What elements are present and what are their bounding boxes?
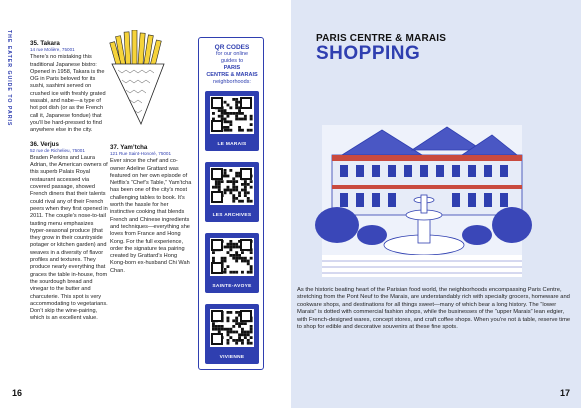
- qr-heading: [199, 44, 265, 86]
- qr-line-3: PARIS: [223, 65, 241, 71]
- place-des-vosges-illustration: [312, 95, 532, 280]
- entry-title: 37. Yam’tcha: [110, 144, 148, 151]
- qr-title: QR CODES: [214, 44, 250, 51]
- entry-address: 52 rue de Richelieu, 75001: [30, 147, 85, 153]
- intro-paragraph: As the historic beating heart of the Parisian food world, the neighborhoods encompassing Paris Centre, stretching from the Pont Neuf to the Marais, are understandably rich with specialty grocers, homeware and cookware shops, and destinations for all things sweet—many of which bear a long history. The “lower Marais” is dotted with commercial fashion shops, while the businesses of the “upper Marais” lean edgier, with French-designed wares, concept stores, and craft coffee shops. When you’re not à table, reserve time to shop for edible and decorative souvenirs at these fine spots.: [297, 287, 571, 331]
- entry-address: 121 Rue Saint-Honoré, 75001: [110, 151, 172, 157]
- section-kicker: PARIS CENTRE & MARAIS: [316, 33, 447, 44]
- qr-code-icon: [210, 309, 254, 347]
- qr-label: LE MARAIS: [217, 142, 247, 147]
- section-title: SHOPPING: [316, 43, 421, 64]
- page-number-right: 17: [560, 388, 571, 398]
- fries-illustration: [108, 30, 168, 125]
- qr-line-4: CENTRE & MARAIS: [206, 72, 258, 78]
- entry-verjus: [30, 141, 108, 323]
- entry-body: Ever since the chef and co-owner Adeline Grattard was featured on her own episode of Netflix’s “Chef’s Table,” Yam’tcha has been one of the city’s most challenging tables to book. It’s worth the hassle for her instinctive cooking that blends French and Chinese ingredients and techniques—everything she loves from France and Hong Kong. For the full experience, order the signature tea pairing created by Grattard’s Hong Kong-born ex-husband Chi Wah Chan.: [110, 158, 192, 274]
- qr-item-vivienne[interactable]: [205, 304, 259, 364]
- running-head: THE EATER GUIDE TO PARIS: [6, 30, 12, 127]
- qr-code-icon: [210, 96, 254, 134]
- qr-code-icon: [210, 238, 254, 276]
- entry-body: Braden Perkins and Laura Adrian, the American owners of this superb Palais Royal restaurant accessed via covered passage, showed French diners that their talents could rival any of their French peers when they first opened in 2011. The couple’s nose-to-tail tasting menu emphasizes hyper-seasonal produce (that they grow in their countryside potager or kitchen garden) and weaves in a diversity of flavor profiles and textures. They produce nearly everything that graces the table in-house, from the sourdough bread and vinegar to the butter and charcuterie. This spot is very accommodating to vegetarians. Don’t skip the wine-pairing, which is an excellent value.: [30, 154, 108, 322]
- qr-item-sainte-avoye[interactable]: [205, 233, 259, 293]
- qr-line-2: guides to: [220, 58, 244, 64]
- qr-line-1: for our online: [215, 51, 249, 57]
- entry-body: There’s no mistaking this traditional Japanese bistro: Opened in 1958, Takara is the OG in Paris beloved for its sushi, sashimi served on crushed ice with freshly grated wasabi, and nabe—a type of hot pot dish (or as the French call it, Japanese fondue) that you’ll be hard-pressed to find anywhere else in the city.: [30, 54, 106, 134]
- qr-codes-box: [198, 37, 264, 370]
- qr-code-icon: [210, 167, 254, 205]
- entry-address: 14 rue Molière, 75001: [30, 47, 75, 53]
- entry-takara: [30, 40, 108, 135]
- entry-yamtcha: [110, 144, 192, 275]
- page-number-left: 16: [12, 388, 23, 398]
- qr-item-le-marais[interactable]: [205, 91, 259, 151]
- qr-line-5: neighborhoods:: [213, 79, 251, 85]
- entry-title: 36. Verjus: [30, 140, 59, 148]
- entry-title: 35. Takara: [30, 40, 60, 47]
- qr-label: LES ARCHIVES: [212, 213, 252, 218]
- entries-column-1: [30, 40, 108, 329]
- qr-item-les-archives[interactable]: [205, 162, 259, 222]
- qr-label: SAINTE-AVOYE: [212, 284, 252, 289]
- entries-column-2: [110, 144, 192, 281]
- qr-label: VIVIENNE: [219, 355, 245, 360]
